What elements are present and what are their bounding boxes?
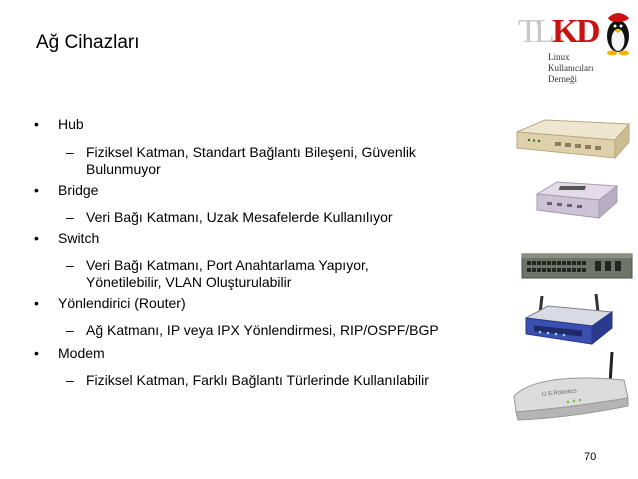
bridge-device-image [533, 178, 619, 231]
dash-glyph: – [66, 209, 74, 225]
dash-glyph: – [66, 257, 74, 273]
slide-title: Ağ Cihazları [36, 32, 140, 53]
bullet-label: Yönlendirici (Router) [58, 295, 186, 311]
dash-glyph: – [66, 372, 74, 388]
sub-bullet-text: Ağ Katmanı, IP veya IPX Yönlendirmesi, RIP/OSPF/BGP [86, 322, 439, 338]
router-device-image [520, 292, 616, 353]
bullet-glyph: • [34, 116, 39, 132]
switch-device-image [521, 251, 633, 286]
sub-bullet-text: Veri Bağı Katmanı, Uzak Mesafelerde Kullanılıyor [86, 209, 393, 225]
bullet-label: Hub [58, 116, 84, 132]
logo-line-2: Kullanıcıları [548, 63, 594, 73]
bullet-label: Modem [58, 345, 105, 361]
svg-text:D: D [576, 13, 601, 50]
svg-text:T: T [518, 13, 539, 50]
sub-bullet-text: Fiziksel Katman, Farklı Bağlantı Türlerinde Kullanılabilir [86, 372, 429, 388]
tlkd-logo-graphic [508, 2, 638, 102]
svg-text:U.S.Robotics: U.S.Robotics [541, 388, 578, 398]
bullet-label: Bridge [58, 182, 99, 198]
tlkd-logo [508, 2, 638, 102]
bullet-glyph: • [34, 230, 39, 246]
sub-bullet-text: Fiziksel Katman, Standart Bağlantı Bileşeni, Güvenlik [86, 144, 416, 160]
page-number: 70 [584, 451, 597, 463]
sub-bullet-text: Bulunmuyor [86, 161, 161, 177]
bullet-glyph: • [34, 182, 39, 198]
logo-line-3: Derneği [548, 74, 577, 84]
bullet-glyph: • [34, 295, 39, 311]
bullet-label: Switch [58, 230, 100, 246]
hub-device-image [515, 112, 631, 167]
sub-bullet-text: Yönetilebilir, VLAN Oluşturulabilir [86, 274, 292, 290]
svg-text:L: L [534, 13, 555, 50]
modem-device-image [508, 350, 634, 427]
svg-text:K: K [552, 13, 579, 50]
dash-glyph: – [66, 144, 74, 160]
dash-glyph: – [66, 322, 74, 338]
logo-line-1: Linux [548, 52, 570, 62]
bullet-glyph: • [34, 345, 39, 361]
sub-bullet-text: Veri Bağı Katmanı, Port Anahtarlama Yapıyor, [86, 257, 369, 273]
